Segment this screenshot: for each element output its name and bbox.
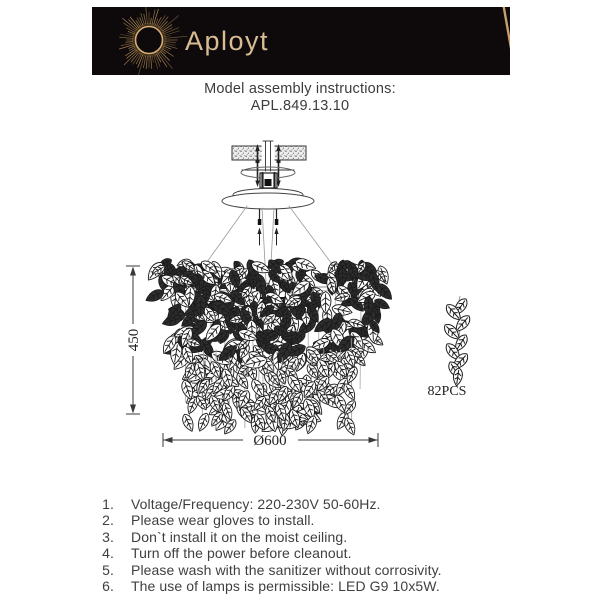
instruction-number: 5. bbox=[102, 561, 114, 578]
instruction-text: Don`t install it on the moist ceiling. bbox=[131, 528, 348, 545]
instruction-text: Voltage/Frequency: 220-230V 50-60Hz. bbox=[131, 496, 381, 512]
instruction-item bbox=[0, 512, 600, 528]
instruction-text: Please wear gloves to install. bbox=[131, 512, 315, 529]
sunburst-icon bbox=[119, 7, 188, 75]
title-block bbox=[0, 81, 600, 114]
ray-fan-decoration bbox=[437, 7, 510, 75]
instruction-number: 2. bbox=[102, 512, 114, 529]
instruction-item bbox=[0, 578, 600, 594]
height-dimension-label: 450 bbox=[126, 328, 142, 352]
instruction-text: Please wash with the sanitizer without corrosivity. bbox=[131, 561, 442, 578]
height-dimension bbox=[126, 266, 142, 414]
brand-banner bbox=[92, 7, 510, 75]
diameter-dimension bbox=[163, 433, 378, 449]
banner-art bbox=[92, 7, 510, 75]
instruction-number: 1. bbox=[102, 496, 114, 512]
instruction-number: 4. bbox=[102, 545, 114, 562]
instruction-number: 3. bbox=[102, 528, 114, 545]
leaf-strand-detail bbox=[428, 296, 473, 399]
sheet-title: Model assembly instructions: bbox=[204, 81, 396, 97]
diameter-dimension-label: Ø600 bbox=[253, 433, 287, 449]
assembly-diagram bbox=[0, 118, 600, 492]
brand-logo: Aployt bbox=[185, 25, 270, 56]
instruction-item bbox=[0, 529, 600, 545]
instruction-item bbox=[0, 496, 600, 512]
instruction-text: The use of lamps is permissible: LED G9 10x5W. bbox=[131, 578, 440, 595]
instruction-item bbox=[0, 562, 600, 578]
instruction-list bbox=[0, 496, 600, 594]
instruction-text: Turn off the power before cleanout. bbox=[131, 545, 352, 562]
instruction-number: 6. bbox=[102, 578, 114, 595]
instruction-item bbox=[0, 545, 600, 561]
pieces-count-label: 82PCS bbox=[427, 384, 467, 399]
chandelier-drawing bbox=[144, 256, 395, 436]
model-number: APL.849.13.10 bbox=[250, 97, 350, 114]
